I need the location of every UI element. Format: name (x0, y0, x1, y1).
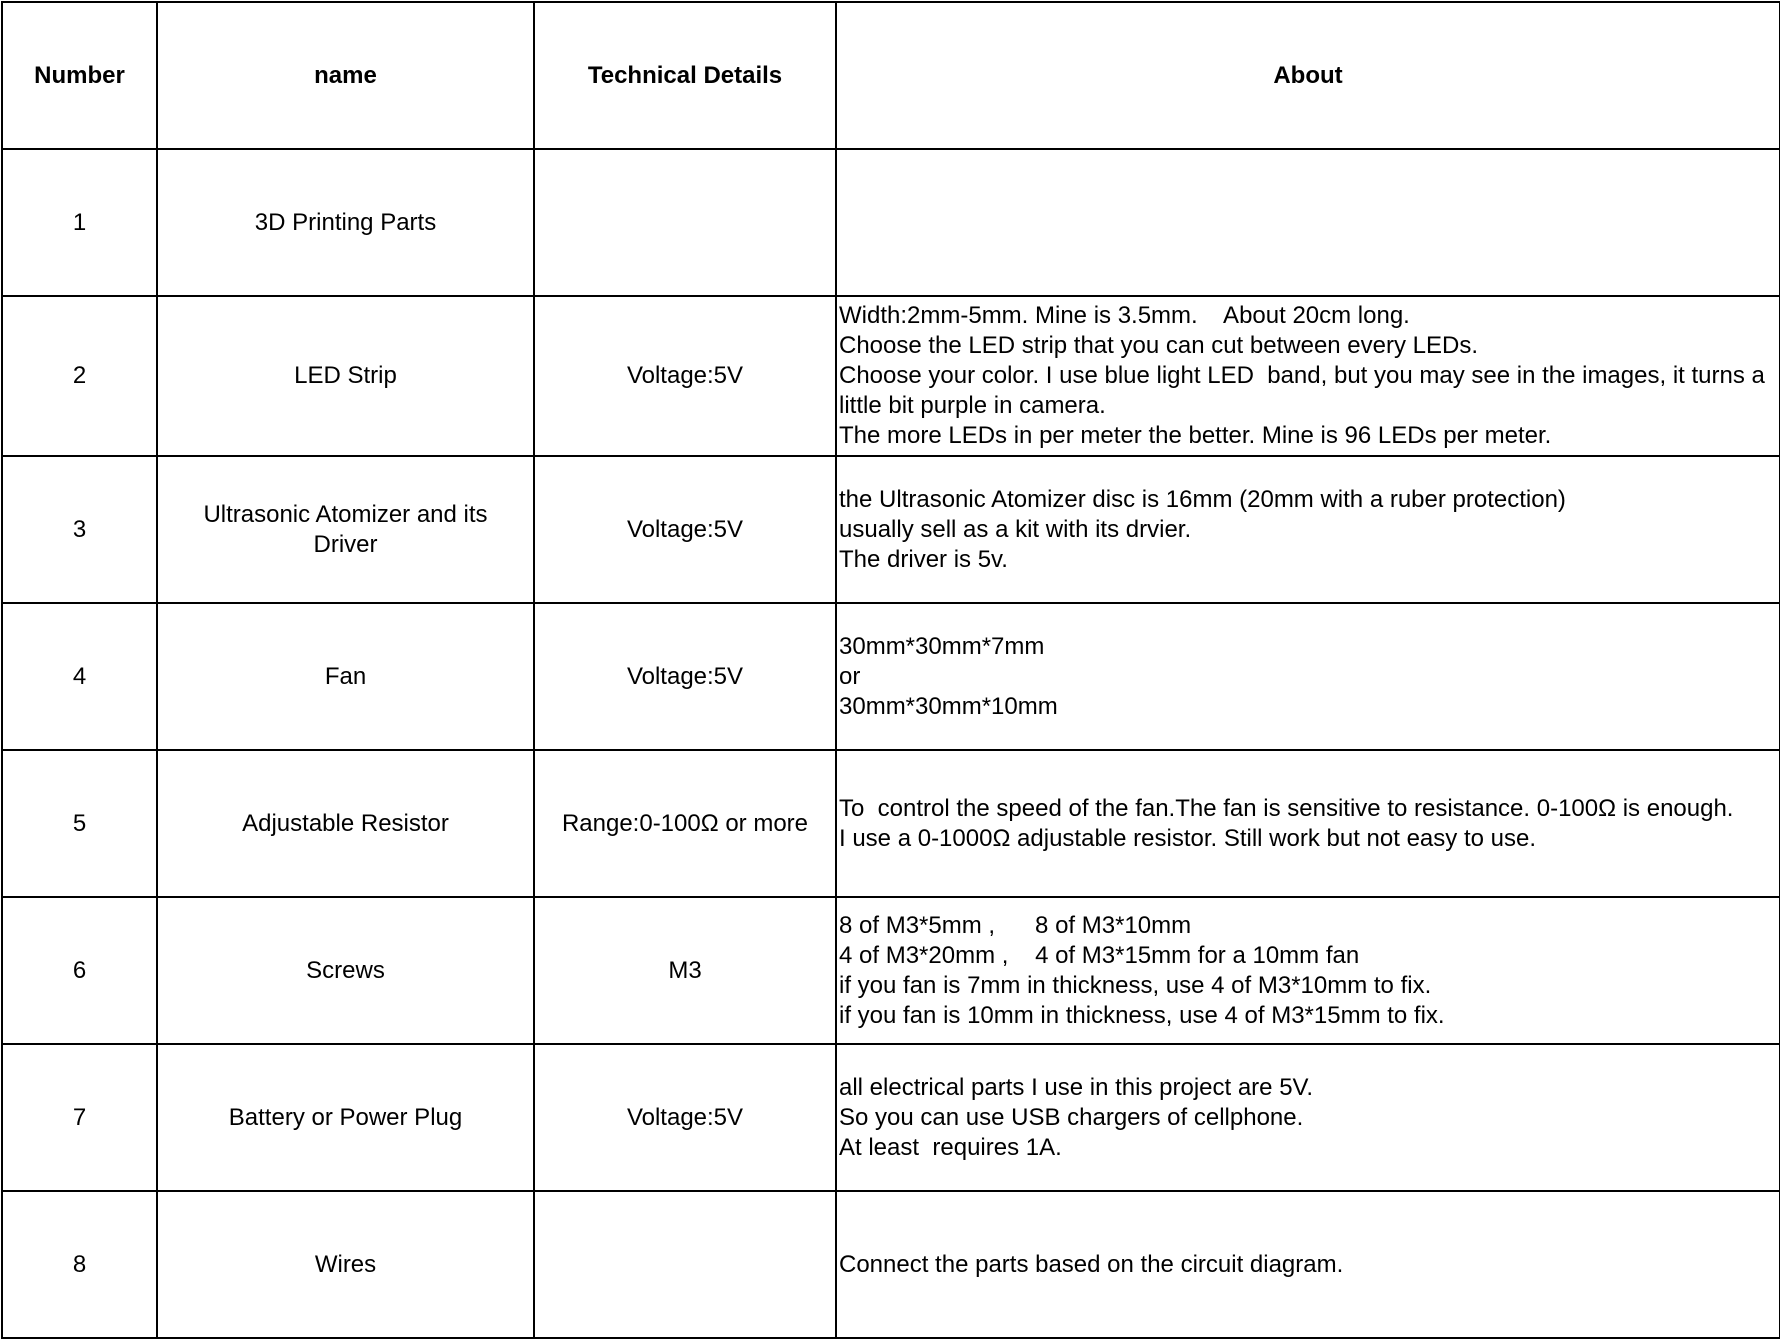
row-number: 6 (2, 897, 157, 1044)
row-number: 8 (2, 1191, 157, 1338)
about-line: I use a 0-1000Ω adjustable resistor. Still work but not easy to use. (839, 824, 1536, 852)
row-about (836, 1044, 1780, 1191)
table-row (2, 1044, 1780, 1191)
about-line: The more LEDs in per meter the better. Mine is 96 LEDs per meter. (839, 422, 1552, 449)
table-row (2, 750, 1780, 897)
about-line: all electrical parts I use in this project are 5V. (839, 1073, 1314, 1101)
row-about (836, 149, 1780, 296)
about-line: the Ultrasonic Atomizer disc is 16mm (20mm with a ruber protection) (839, 485, 1566, 513)
row-technical-details: Voltage:5V (534, 456, 836, 603)
row-technical-details: Range:0-100Ω or more (534, 750, 836, 897)
row-name-text: Wires (314, 1250, 377, 1278)
row-name-text: LED Strip (294, 362, 397, 389)
row-about (836, 1191, 1780, 1338)
row-name (157, 750, 534, 897)
row-name (157, 1191, 534, 1338)
about-line: 4 of M3*20mm , 4 of M3*15mm for a 10mm fan (839, 941, 1360, 969)
row-about (836, 750, 1780, 897)
about-line: Choose the LED strip that you can cut between every LEDs. (839, 332, 1479, 359)
table-row (2, 149, 1780, 296)
table-row (2, 296, 1780, 456)
about-line: To control the speed of the fan.The fan is sensitive to resistance. 0-100Ω is enough. (839, 794, 1734, 822)
column-header-about: About (836, 2, 1780, 149)
row-about (836, 296, 1780, 456)
table-row (2, 897, 1780, 1044)
column-header-technical-details: Technical Details (534, 2, 836, 149)
row-technical-details (534, 1191, 836, 1338)
about-line: usually sell as a kit with its drvier. (839, 515, 1192, 543)
about-line: 30mm*30mm*10mm (839, 692, 1058, 720)
row-name (157, 603, 534, 750)
row-number: 1 (2, 149, 157, 296)
row-technical-details: M3 (534, 897, 836, 1044)
row-number: 2 (2, 296, 157, 456)
row-number: 5 (2, 750, 157, 897)
row-about (836, 897, 1780, 1044)
column-header-number: Number (2, 2, 157, 149)
about-line: if you fan is 7mm in thickness, use 4 of M3*10mm to fix. (839, 971, 1432, 999)
about-line: The driver is 5v. (839, 545, 1008, 573)
row-name-text: Screws (306, 956, 385, 984)
row-about (836, 603, 1780, 750)
table-row (2, 1191, 1780, 1338)
row-number: 4 (2, 603, 157, 750)
row-number: 7 (2, 1044, 157, 1191)
table-row (2, 456, 1780, 603)
row-name (157, 897, 534, 1044)
row-name-text: Battery or Power Plug (228, 1103, 463, 1131)
about-line: At least requires 1A. (839, 1133, 1062, 1161)
about-line: 8 of M3*5mm , 8 of M3*10mm (839, 911, 1192, 939)
column-header-name: name (157, 2, 534, 149)
parts-table (1, 1, 1780, 1339)
about-line: Width:2mm-5mm. Mine is 3.5mm. About 20cm long. (839, 302, 1410, 329)
row-name (157, 456, 534, 603)
row-technical-details: Voltage:5V (534, 1044, 836, 1191)
about-line: Choose your color. I use blue light LED band, but you may see in the images, it turns a little bit purple in camera. (839, 362, 1772, 419)
row-name-text: Adjustable Resistor (242, 809, 449, 837)
row-about (836, 456, 1780, 603)
row-name (157, 1044, 534, 1191)
about-line: or (839, 662, 861, 690)
parts-list-sheet (1, 1, 1779, 1342)
row-name-text: 3D Printing Parts (254, 208, 437, 236)
table-header-row (2, 2, 1780, 149)
table-row (2, 603, 1780, 750)
row-number: 3 (2, 456, 157, 603)
row-technical-details (534, 149, 836, 296)
about-line: Connect the parts based on the circuit diagram. (839, 1250, 1344, 1278)
row-name (157, 296, 534, 456)
row-technical-details: Voltage:5V (534, 296, 836, 456)
about-line: 30mm*30mm*7mm (839, 632, 1045, 660)
about-line: So you can use USB chargers of cellphone. (839, 1103, 1304, 1131)
row-technical-details: Voltage:5V (534, 603, 836, 750)
row-name (157, 149, 534, 296)
row-name-text: Ultrasonic Atomizer and its Driver (203, 500, 488, 558)
row-name-text: Fan (324, 662, 367, 690)
about-line: if you fan is 10mm in thickness, use 4 of M3*15mm to fix. (839, 1001, 1445, 1029)
